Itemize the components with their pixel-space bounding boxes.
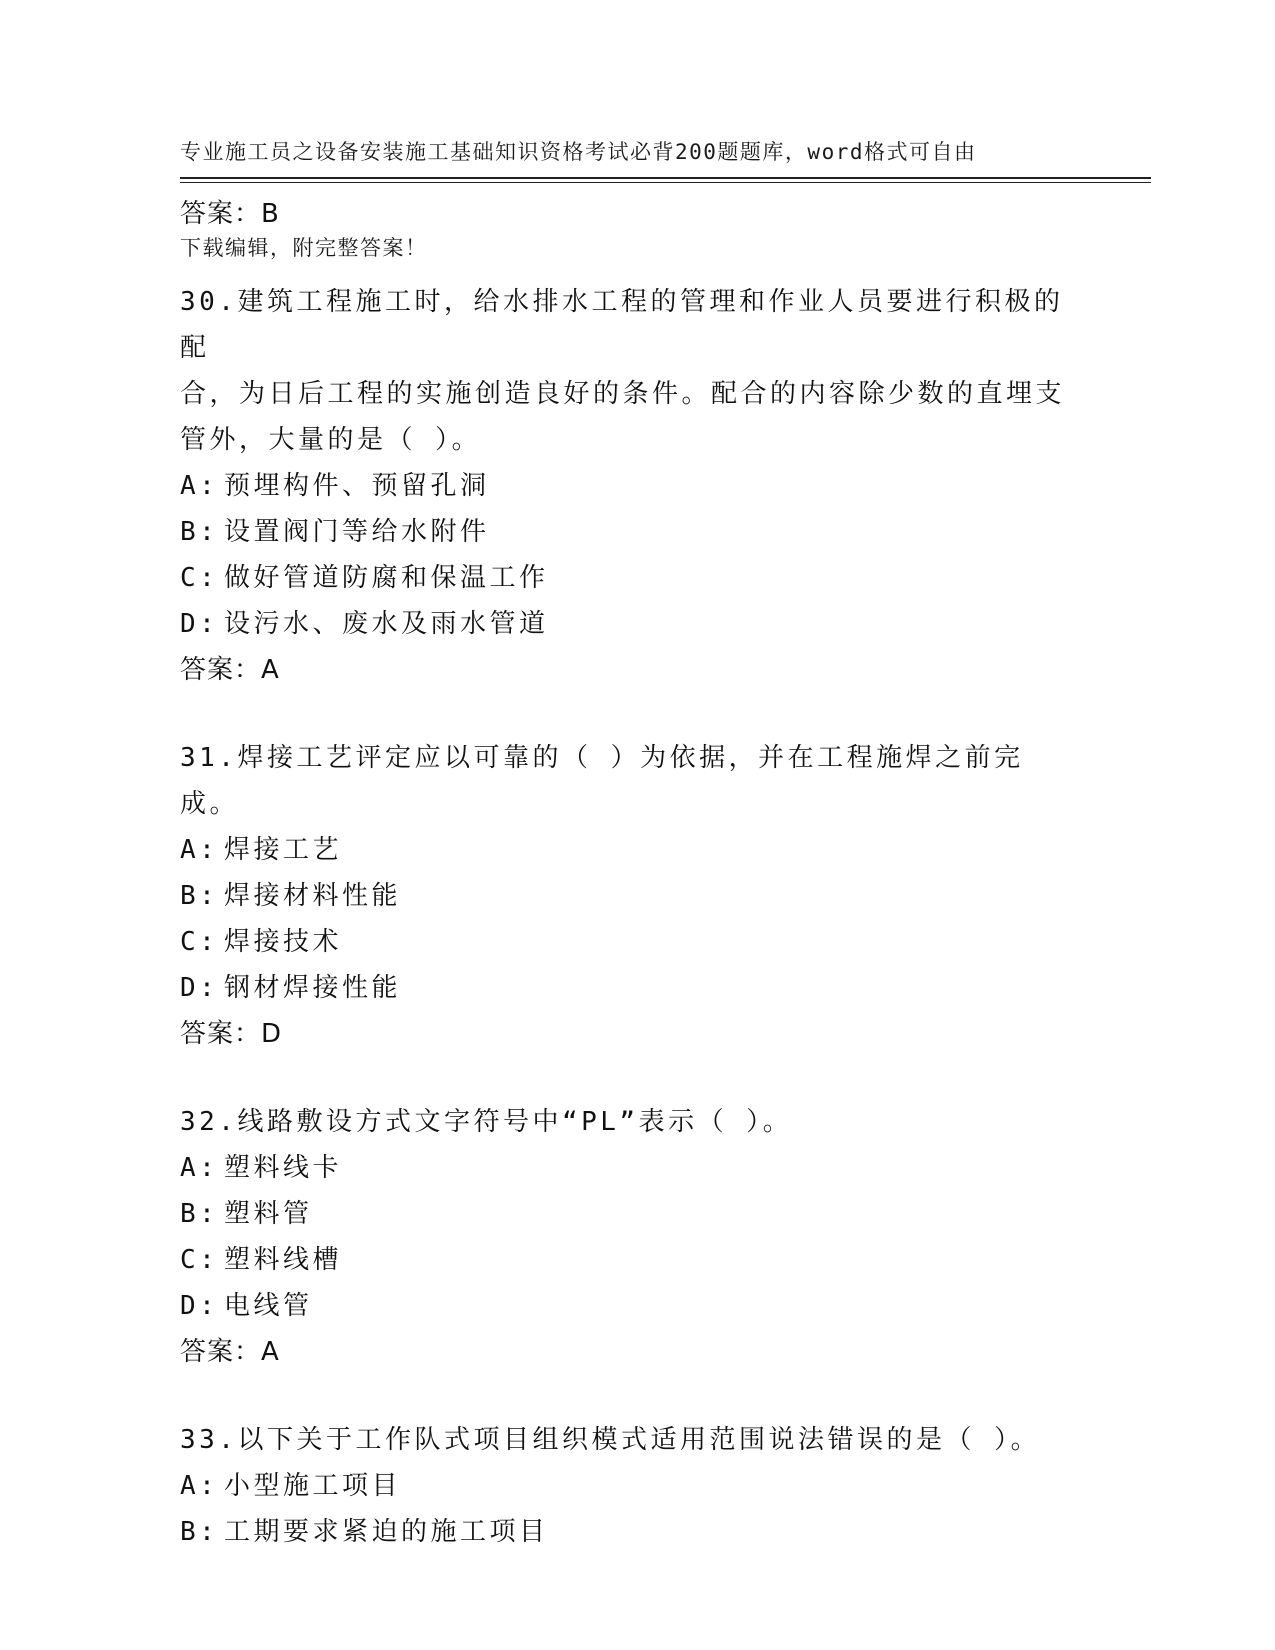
question-31 (180, 735, 1080, 827)
option-d: D: 设污水、废水及雨水管道 (180, 609, 549, 639)
option-a: A: 预埋构件、预留孔洞 (180, 471, 490, 501)
option-b: B: 工期要求紧迫的施工项目 (180, 1517, 549, 1547)
option-a: A: 焊接工艺 (180, 835, 343, 865)
option-d: D: 钢材焊接性能 (180, 973, 402, 1003)
option-b: B: 焊接材料性能 (180, 881, 402, 911)
question-text-line: 30.建筑工程施工时，给水排水工程的管理和作业人员要进行积极的配 (180, 287, 1064, 363)
question-text-line: 管外，大量的是（ ）。 (180, 425, 482, 455)
answer-line: 答案：D (180, 1019, 283, 1049)
answer-line: 答案：A (180, 1337, 280, 1367)
answer-line: 答案：B (180, 199, 280, 229)
question-text-line: 32.线路敷设方式文字符号中“PL”表示（ ）。 (180, 1107, 793, 1137)
header-line-1: 专业施工员之设备安装施工基础知识资格考试必背200题题库，word格式可自由 (180, 140, 977, 164)
option-c: C: 焊接技术 (180, 927, 343, 957)
spacer (180, 1057, 1080, 1099)
question-text-line: 合，为日后工程的实施创造良好的条件。配合的内容除少数的直埋支 (180, 379, 1066, 409)
header-divider (180, 177, 1151, 179)
question-32 (180, 1099, 1080, 1145)
spacer (180, 1375, 1080, 1417)
option-a: A: 小型施工项目 (180, 1471, 402, 1501)
question-30 (180, 279, 1080, 463)
option-b: B: 塑料管 (180, 1199, 313, 1229)
spacer (180, 693, 1080, 735)
option-a: A: 塑料线卡 (180, 1153, 343, 1183)
question-text-line: 33.以下关于工作队式项目组织模式适用范围说法错误的是（ ）。 (180, 1425, 1041, 1455)
header-line-2: 下载编辑，附完整答案！ (180, 236, 428, 260)
header-divider-thin (180, 182, 1151, 183)
option-b: B: 设置阀门等给水附件 (180, 517, 490, 547)
question-text-line: 31.焊接工艺评定应以可靠的（ ）为依据，并在工程施焊之前完成。 (180, 743, 1024, 819)
answer-line: 答案：A (180, 655, 280, 685)
question-33 (180, 1417, 1080, 1463)
option-c: C: 做好管道防腐和保温工作 (180, 563, 549, 593)
spacer (180, 237, 1080, 279)
option-d: D: 电线管 (180, 1291, 313, 1321)
document-body (180, 191, 1080, 1555)
option-c: C: 塑料线槽 (180, 1245, 343, 1275)
